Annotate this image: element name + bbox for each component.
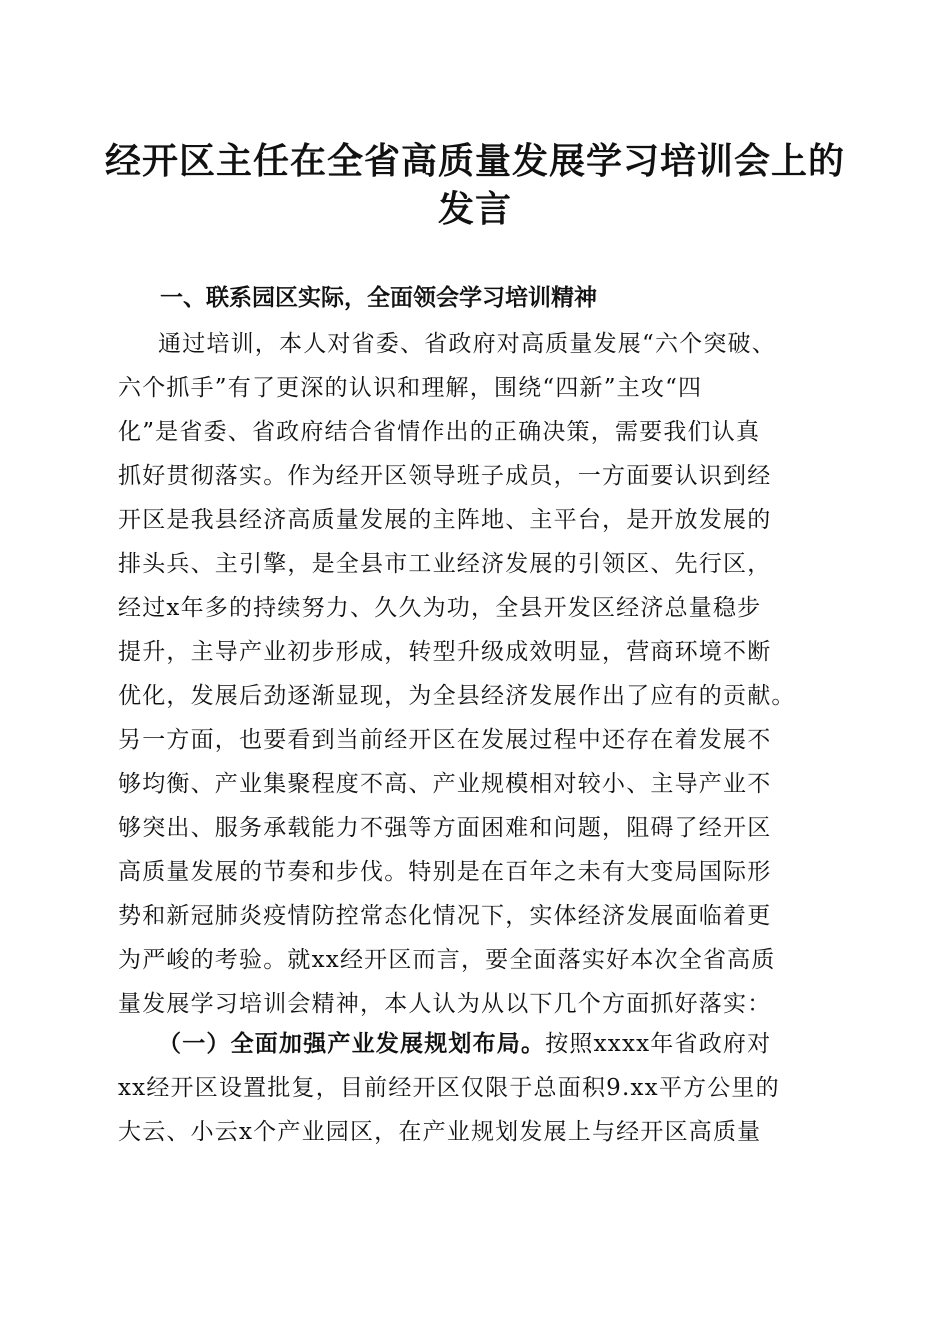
paragraph-line: 六个抓手”有了更深的认识和理解，围绕“四新”主攻“四: [118, 375, 703, 401]
paragraph-2: [118, 1022, 838, 1154]
subsection-lead: （一）全面加强产业发展规划布局。: [158, 1031, 546, 1057]
paragraph-line: 排头兵、主引擎，是全县市工业经济发展的引领区、先行区，: [118, 551, 772, 577]
paragraph-line: 势和新冠肺炎疫情防控常态化情况下，实体经济发展面临着更: [118, 903, 772, 929]
page-title-line-1: 经开区主任在全省高质量发展学习培训会上的: [104, 140, 845, 182]
page-title-line-2: 发言: [437, 188, 512, 230]
section-heading: 一、联系园区实际，全面领会学习培训精神: [160, 285, 597, 311]
paragraph-line: 另一方面，也要看到当前经开区在发展过程中还存在着发展不: [118, 727, 772, 753]
paragraph-line: 够均衡、产业集聚程度不高、产业规模相对较小、主导产业不: [118, 771, 772, 797]
paragraph-line: 够突出、服务承载能力不强等方面困难和问题，阻碍了经开区: [118, 815, 772, 841]
paragraph-line: 高质量发展的节奏和步伐。特别是在百年之未有大变局国际形: [118, 859, 772, 885]
paragraph-line: 开区是我县经济高质量发展的主阵地、主平台，是开放发展的: [118, 507, 772, 533]
paragraph-line-rest: 按照xxxx年省政府对: [545, 1031, 772, 1057]
paragraph-line: 提升，主导产业初步形成，转型升级成效明显，营商环境不断: [118, 639, 772, 665]
paragraph-line: xx经开区设置批复，目前经开区仅限于总面积9.xx平方公里的: [118, 1075, 780, 1101]
paragraph-line: 量发展学习培训会精神，本人认为从以下几个方面抓好落实：: [118, 991, 772, 1017]
paragraph-line: 优化，发展后劲逐渐显现，为全县经济发展作出了应有的贡献。: [118, 683, 796, 709]
paragraph-line: 大云、小云x个产业园区，在产业规划发展上与经开区高质量: [118, 1119, 762, 1145]
paragraph-line: 经过x年多的持续努力、久久为功，全县开发区经济总量稳步: [118, 595, 762, 621]
paragraph-line: 化”是省委、省政府结合省情作出的正确决策，需要我们认真: [118, 419, 761, 445]
paragraph-1: [118, 322, 838, 1026]
paragraph-line: [118, 1022, 838, 1066]
paragraph-line: 抓好贯彻落实。作为经开区领导班子成员，一方面要认识到经: [118, 463, 772, 489]
paragraph-line: 通过培训，本人对省委、省政府对高质量发展“六个突破、: [158, 331, 776, 357]
paragraph-line: 为严峻的考验。就xx经开区而言，要全面落实好本次全省高质: [118, 947, 776, 973]
